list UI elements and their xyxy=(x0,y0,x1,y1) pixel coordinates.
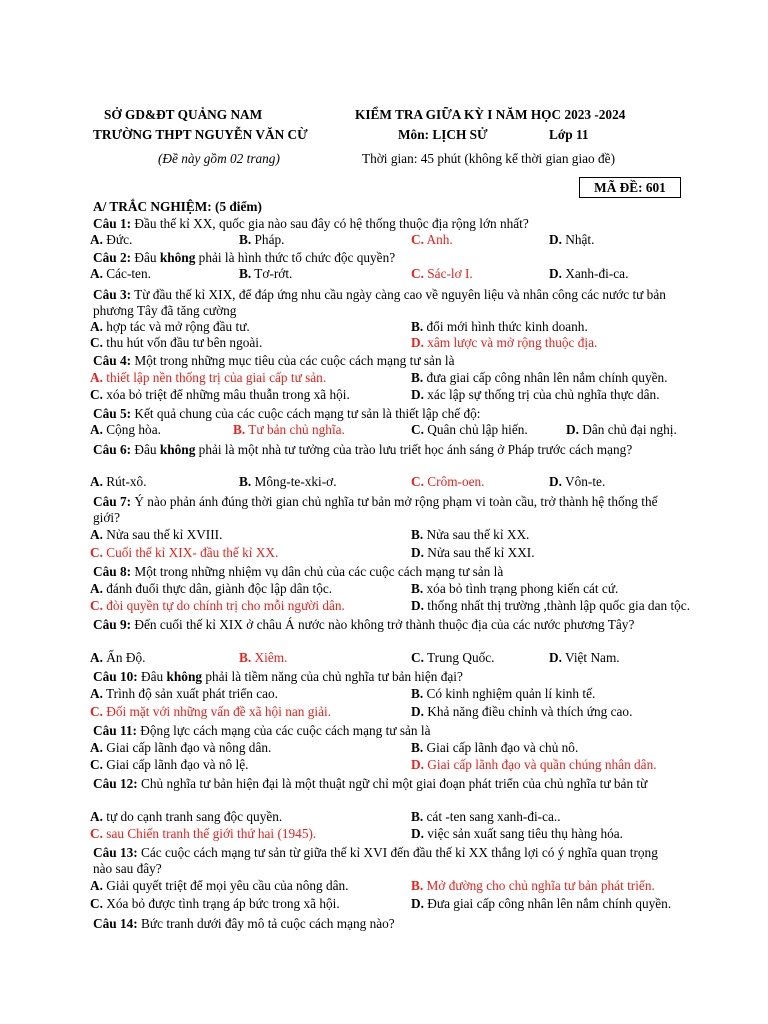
q7-option-b: B. Nửa sau thế kỉ XX. xyxy=(411,527,530,542)
q9-option-a: A. Ấn Độ. xyxy=(90,650,146,665)
q11-option-c: C. Giai cấp lãnh đạo và nô lệ. xyxy=(90,757,249,772)
q2-option-a: A. Các-ten. xyxy=(90,266,151,281)
q7-option-c: C. Cuối thế kỉ XIX- đầu thế kỉ XX. xyxy=(90,545,279,560)
q13-option-c: C. Xóa bỏ được tình trạng áp bức trong xã hội. xyxy=(90,896,340,911)
q5-option-b: B. Tư bản chủ nghĩa. xyxy=(233,422,345,437)
q12-option-a: A. tự do cạnh tranh sang độc quyền. xyxy=(90,809,283,824)
q1-option-c: C. Anh. xyxy=(411,232,453,247)
q1-option-a: A. Đức. xyxy=(90,232,133,247)
exam-title: KIỂM TRA GIỮA KỲ I NĂM HỌC 2023 -2024 xyxy=(355,107,626,122)
q6-option-c: C. Crôm-oen. xyxy=(411,474,485,489)
question-11: Câu 11: Động lực cách mạng của các cuộc cách mạng tư sản là xyxy=(93,723,431,738)
q5-option-c: C. Quân chủ lập hiến. xyxy=(411,422,528,437)
q11-option-a: A. Giai cấp lãnh đạo và nông dân. xyxy=(90,740,272,755)
q10-option-c: C. Đối mặt với những vấn đề xã hội nan giải. xyxy=(90,704,331,719)
q12-option-d: D. việc sản xuất sang tiêu thụ hàng hóa. xyxy=(411,826,623,841)
school-name: TRƯỜNG THPT NGUYỄN VĂN CỪ xyxy=(93,127,308,142)
q10-option-a: A. Trình độ sản xuất phát triển cao. xyxy=(90,686,279,701)
question-2: Câu 2: Đâu không phải là hình thức tổ chức độc quyền? xyxy=(93,250,396,265)
subject: Môn: LỊCH SỬ xyxy=(398,127,488,142)
q9-option-c: C. Trung Quốc. xyxy=(411,650,495,665)
question-9: Câu 9: Đến cuối thế kỉ XIX ở châu Á nước nào không trở thành thuộc địa của các nước phương Tây? xyxy=(93,617,635,632)
q12-option-b: B. cát -ten sang xanh-đi-ca.. xyxy=(411,809,561,824)
q11-option-d: D. Giai cấp lãnh đạo và quần chúng nhân dân. xyxy=(411,757,657,772)
exam-code: MÃ ĐỀ: 601 xyxy=(594,180,666,195)
q10-option-d: D. Khả năng điều chỉnh và thích ứng cao. xyxy=(411,704,633,719)
q13-option-a: A. Giải quyết triệt để mọi yêu cầu của nông dân. xyxy=(90,878,349,893)
exam-code-box xyxy=(579,177,681,198)
question-8: Câu 8: Một trong những nhiệm vụ dân chủ của các cuộc cách mạng tư sản là xyxy=(93,564,504,579)
q9-option-b: B. Xiêm. xyxy=(239,650,288,665)
q6-option-d: D. Vôn-te. xyxy=(549,474,606,489)
q10-option-b: B. Có kinh nghiệm quản lí kinh tế. xyxy=(411,686,596,701)
pages-note: (Đề này gồm 02 trang) xyxy=(158,151,280,166)
q5-option-a: A. Cộng hòa. xyxy=(90,422,161,437)
q3-option-d: D. xâm lược và mở rộng thuộc địa. xyxy=(411,335,598,350)
q3-option-c: C. thu hút vốn đầu tư bên ngoài. xyxy=(90,335,263,350)
q6-option-b: B. Mông-te-xki-ơ. xyxy=(239,474,337,489)
q8-option-d: D. thống nhất thị trường ,thành lập quốc gia dan tộc. xyxy=(411,598,691,613)
q5-option-d: D. Dân chủ đại nghị. xyxy=(566,422,677,437)
question-4: Câu 4: Một trong những mục tiêu của các cuộc cách mạng tư sản là xyxy=(93,353,455,368)
question-7: Câu 7: Ý nào phản ánh đúng thời gian chủ nghĩa tư bản mở rộng phạm vi toàn cầu, trở thành hệ thống thế giới? xyxy=(93,494,658,525)
q4-option-b: B. đưa giai cấp công nhân lên nắm chính quyền. xyxy=(411,370,668,385)
q2-option-c: C. Sác-lơ I. xyxy=(411,266,473,281)
q13-option-b: B. Mở đường cho chủ nghĩa tư bản phát triển. xyxy=(411,878,655,893)
q8-option-a: A. đánh đuổi thực dân, giành độc lập dân tộc. xyxy=(90,581,333,596)
q7-option-a: A. Nửa sau thế kỉ XVIII. xyxy=(90,527,223,542)
q7-option-d: D. Nửa sau thế kỉ XXI. xyxy=(411,545,535,560)
question-12: Câu 12: Chủ nghĩa tư bản hiện đại là một thuật ngữ chỉ một giai đoạn phát triển của chủ nghĩa tư bản từ xyxy=(93,776,648,791)
question-13: Câu 13: Các cuộc cách mạng tư sản từ giữa thế kỉ XVI đến đầu thế kỉ XX thắng lợi có ý nghĩa quan trọng nào sau đây? xyxy=(93,845,658,876)
exam-time: Thời gian: 45 phút (không kể thời gian giao đề) xyxy=(362,151,615,166)
q4-option-a: A. thiết lập nền thống trị của giai cấp tư sản. xyxy=(90,370,327,385)
q8-option-b: B. xóa bỏ tình trạng phong kiến cát cứ. xyxy=(411,581,619,596)
q11-option-b: B. Giai cấp lãnh đạo và chủ nô. xyxy=(411,740,579,755)
question-5: Câu 5: Kết quả chung của các cuộc cách mạng tư sản là thiết lập chế độ: xyxy=(93,406,481,421)
department-name: SỞ GD&ĐT QUẢNG NAM xyxy=(104,107,263,122)
q3-option-b: B. đổi mới hình thức kinh doanh. xyxy=(411,319,588,334)
q9-option-d: D. Việt Nam. xyxy=(549,650,620,665)
q1-option-b: B. Pháp. xyxy=(239,232,285,247)
question-14: Câu 14: Bức tranh dưới đây mô tả cuộc cách mạng nào? xyxy=(93,916,395,931)
q13-option-d: D. Đưa giai cấp công nhân lên nắm chính quyền. xyxy=(411,896,672,911)
q1-option-d: D. Nhật. xyxy=(549,232,595,247)
question-6: Câu 6: Đâu không phải là một nhà tư tưởng của trào lưu triết học ánh sáng ở Pháp trước cách mạng? xyxy=(93,442,633,457)
question-10: Câu 10: Đâu không phải là tiềm năng của chủ nghĩa tư bản hiện đại? xyxy=(93,669,463,684)
grade: Lớp 11 xyxy=(549,127,589,142)
q3-option-a: A. hợp tác và mở rộng đầu tư. xyxy=(90,319,250,334)
question-1: Câu 1: Đầu thế kỉ XX, quốc gia nào sau đây có hệ thống thuộc địa rộng lớn nhất? xyxy=(93,216,529,231)
q2-option-b: B. Tơ-rớt. xyxy=(239,266,293,281)
q4-option-d: D. xác lập sự thống trị của chủ nghĩa thực dân. xyxy=(411,387,660,402)
section-title: A/ TRẮC NGHIỆM: (5 điểm) xyxy=(93,199,262,214)
q2-option-d: D. Xanh-đi-ca. xyxy=(549,266,629,281)
q8-option-c: C. đòi quyền tự do chính trị cho mỗi người dân. xyxy=(90,598,345,613)
q4-option-c: C. xóa bỏ triệt để những mâu thuẫn trong xã hội. xyxy=(90,387,350,402)
q6-option-a: A. Rút-xô. xyxy=(90,474,147,489)
q12-option-c: C. sau Chiến tranh thế giới thứ hai (1945). xyxy=(90,826,317,841)
question-3: Câu 3: Từ đầu thế kỉ XIX, để đáp ứng nhu cầu ngày càng cao về nguyên liệu và nhân công các nước tư bản phương Tây đã tăng cường xyxy=(93,287,666,318)
